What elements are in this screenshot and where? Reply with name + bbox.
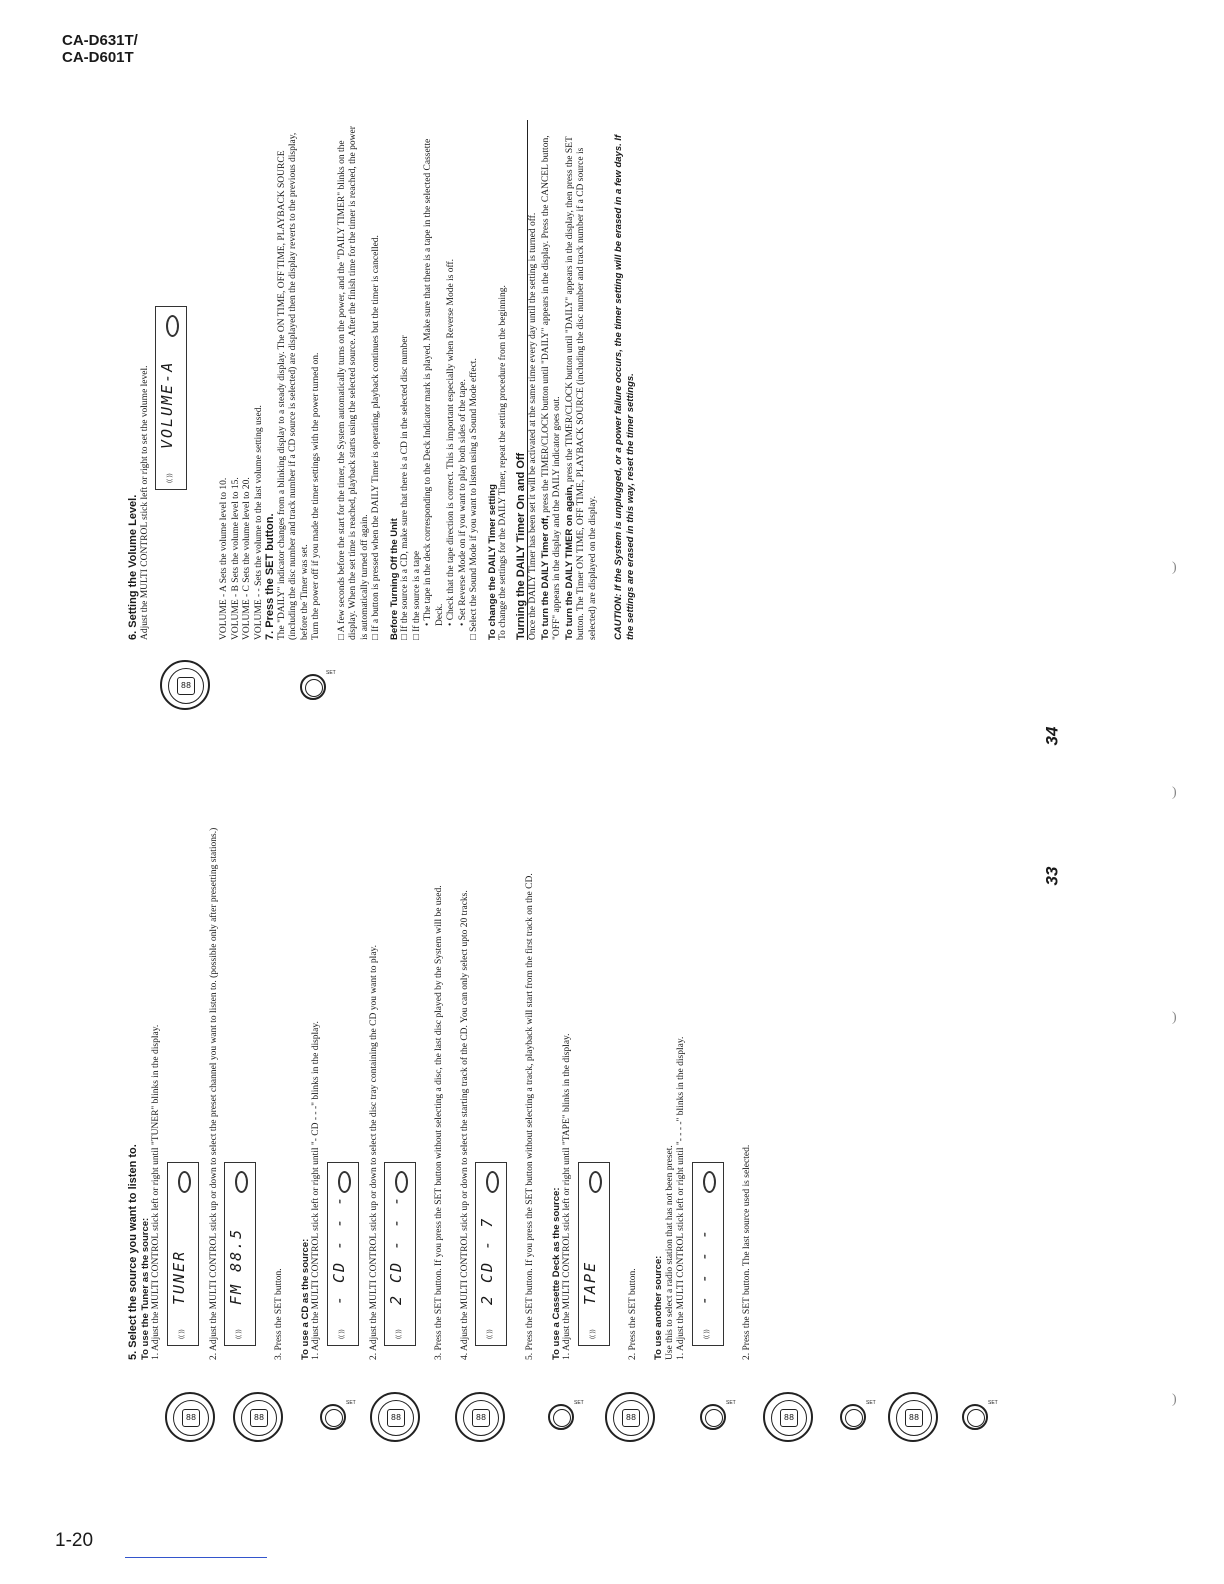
multi-control-knob-icon: 88 [888, 1392, 938, 1442]
model-line-1: CA-D631T/ [62, 32, 138, 49]
lcd-fm: (( )) FM 88.5 [224, 1162, 256, 1346]
multi-control-knob-icon: 88 [160, 660, 210, 710]
multi-control-knob-icon: 88 [605, 1392, 655, 1442]
multi-control-knob-icon: 88 [763, 1392, 813, 1442]
volume-a: VOLUME - A Sets the volume level to 10. [219, 477, 229, 640]
note-2: □ If a button is pressed when the DAILY Timer is operating, playback continues but the timer is cancelled. [371, 235, 381, 640]
bullet-2: • Check that the tape direction is correct. This is important especially when Reverse Mode is off. [446, 258, 456, 626]
footer-rule [125, 1557, 267, 1558]
multi-control-knob-icon: 88 [455, 1392, 505, 1442]
lcd-other: (( )) - - - - [692, 1162, 724, 1346]
before-2: □ If the source is a tape [411, 550, 422, 640]
scan-mark: ) [1172, 560, 1177, 575]
step6-number: 6. [127, 630, 139, 640]
disc-icon [703, 1171, 716, 1193]
volume-c: VOLUME - C Sets the volume level to 20. [242, 477, 252, 640]
caution-text: CAUTION: If the System is unplugged, or a power failure occurs, the timer setting will be erased in a few days. If the settings are erased in this way, reset the timer settings. [613, 134, 636, 640]
disc-icon [178, 1171, 191, 1193]
step6-text: Adjust the MULTI CONTROL stick left or right to set the volume level. [139, 365, 150, 640]
on-text: press the TIMER/CLOCK button until "DAILY" appears in the display, then press the SET button. The Timer ON TIME, OFF TIME, PLAYBACK SOURCE (including the disc number and track number if a CD source is selected) are displayed on the display. [564, 136, 598, 640]
lcd-cd2: (( )) 2 CD - - - [384, 1162, 416, 1346]
step7-power-off: Turn the power off if you made the timer settings with the power turned on. [311, 352, 321, 640]
lcd-tuner-text: TUNER [169, 1249, 188, 1305]
step5-number: 5. [127, 1350, 139, 1360]
tape-step2: 2. Press the SET button. [627, 1268, 638, 1360]
change-text: To change the settings for the DAILY Timer, repeat the setting procedure from the beginning. [498, 285, 508, 640]
page-number: 1-20 [55, 1530, 94, 1551]
tuner-step1: 1. Adjust the MULTI CONTROL stick left or right until "TUNER" blinks in the display. [151, 1024, 161, 1360]
other-intro: Use this to select a radio station that has not been preset. [664, 1145, 675, 1360]
disc-icon [235, 1171, 248, 1193]
set-button-icon: SET [300, 674, 326, 700]
tuner-heading: To use the Tuner as the source: [139, 1217, 151, 1360]
lcd-other-text: - - - - [694, 1227, 713, 1305]
cd-step3: 3. Press the SET button. If you press the SET button without selecting a disc, the last disc played by the System will be used. [434, 885, 444, 1360]
set-button-icon: SET [700, 1404, 726, 1430]
bullet-3: • Set Reverse Mode on if you want to play both sides of the tape. [457, 379, 468, 626]
change-heading: To change the DAILY Timer setting [486, 484, 498, 640]
lcd-cd1-text: - CD - - - [329, 1194, 348, 1305]
before-heading: Before Turning Off the Unit [388, 518, 400, 640]
set-button-icon: SET [962, 1404, 988, 1430]
multi-control-knob-icon: 88 [165, 1392, 215, 1442]
cd-step2: 2. Adjust the MULTI CONTROL stick up or down to select the disc tray containing the CD you want to play. [368, 944, 379, 1360]
page-number-34: 34 [1042, 726, 1062, 746]
lcd-tape: (( )) TAPE [578, 1162, 610, 1346]
cd-heading: To use a CD as the source: [299, 1238, 311, 1360]
multi-control-knob-icon: 88 [370, 1392, 420, 1442]
page-header [62, 32, 138, 66]
note-2-text: If a button is pressed when the DAILY Timer is operating, playback continues but the timer is cancelled. [371, 235, 381, 632]
set-button-icon: SET [840, 1404, 866, 1430]
volume-b: VOLUME - B Sets the volume level to 15. [230, 477, 241, 640]
disc-icon [589, 1171, 602, 1193]
lcd-cd3-text: 2 CD - 7 [478, 1216, 496, 1305]
set-button-icon: SET [320, 1404, 346, 1430]
lcd-volume-text: VOLUME-A [158, 360, 176, 449]
other-step2: 2. Press the SET button. The last source used is selected. [741, 1144, 752, 1360]
other-heading: To use another source: [653, 1255, 664, 1360]
lcd-tape-text: TAPE [580, 1260, 599, 1305]
multi-control-knob-icon: 88 [233, 1392, 283, 1442]
note-1: □ A few seconds before the start for the timer, the System automatically turns on the power, and the "DAILY TIMER" blinks on the display. When the set time is reached, playback starts using the selected source. After the finish time for the timer is reached, the power is automatically turned off again. [336, 126, 370, 640]
tuner-step2: 2. Adjust the MULTI CONTROL stick up or down to select the preset channel you want to listen to. (possible only after presetting stations.) [208, 827, 219, 1360]
scan-mark: ) [1172, 1392, 1177, 1407]
volume-last: VOLUME - - Sets the volume to the last volume setting used. [253, 405, 264, 640]
step6-title: Setting the Volume Level. [127, 494, 139, 628]
disc-icon [166, 315, 179, 337]
step7-title: Press the SET button. [264, 513, 276, 628]
cd-step5: 5. Press the SET button. If you press the SET button without selecting a track, playback will start from the first track on the CD. [525, 873, 535, 1360]
model-line-2: CA-D601T [62, 49, 134, 66]
step7-number: 7. [264, 630, 276, 640]
other-step1: 1. Adjust the MULTI CONTROL stick left or right until "- - - -" blinks in the display. [676, 1036, 686, 1360]
bullet-3-text: Set Reverse Mode on if you want to play both sides of the tape. [457, 379, 468, 621]
page-number-33: 33 [1042, 866, 1062, 886]
on-paragraph [564, 120, 600, 640]
step5-title: Select the source you want to listen to. [127, 1144, 139, 1348]
bullet-2-text: Check that the tape direction is correct. This is important especially when Reverse Mode is off. [446, 258, 456, 621]
cd-step1: 1. Adjust the MULTI CONTROL stick left or right until "- CD - - -" blinks in the display. [311, 1021, 321, 1360]
lcd-volume: (( )) VOLUME-A [155, 306, 187, 490]
bullet-1-text: The tape in the deck corresponding to the Deck Indicator mark is played. Make sure that there is a tape in the selected Cassette Deck. [423, 138, 445, 626]
disc-icon [338, 1171, 351, 1193]
disc-icon [395, 1171, 408, 1193]
before-1: □ If the source is a CD, make sure that there is a CD in the selected disc number [400, 335, 410, 640]
lcd-cd3: (( )) 2 CD - 7 [475, 1162, 507, 1346]
lcd-fm-text: FM 88.5 [227, 1227, 245, 1305]
scan-mark: ) [1172, 1010, 1177, 1025]
step7-text: The "DAILY" indicator changes from a blinking display to a steady display. The ON TIME, OFF TIME, PLAYBACK SOURCE (including the disc number and track number if a CD source is selected) are displayed then the display reverts to the previous display, before the Timer was set. [276, 132, 310, 640]
scan-mark: ) [1172, 785, 1177, 800]
off-text: press the TIMER/CLOCK button until "DAILY" appears in the display. Press the CANCEL button, "OFF" appears in the display and the DAILY indicator goes out. [540, 135, 562, 640]
before-3-text: Select the Sound Mode if you want to listen using a Sound Mode effect. [469, 358, 479, 632]
lcd-cd2-text: 2 CD - - - [387, 1194, 405, 1305]
lcd-cd1: (( )) - CD - - - [327, 1162, 359, 1346]
on-heading: To turn the DAILY TIMER on again, [563, 484, 575, 640]
tape-step1: 1. Adjust the MULTI CONTROL stick left or right until "TAPE" blinks in the display. [562, 1033, 572, 1360]
off-paragraph [540, 120, 564, 640]
off-heading: To turn the DAILY Timer off, [539, 515, 551, 640]
disc-icon [486, 1171, 499, 1193]
bullet-1: • The tape in the deck corresponding to the Deck Indicator mark is played. Make sure that there is a tape in the selected Cassette Deck. [423, 138, 445, 626]
right-page-column [128, 120, 636, 640]
lcd-tuner: (( )) TUNER [167, 1162, 199, 1346]
cd-step4: 4. Adjust the MULTI CONTROL stick up or down to select the starting track of the CD. You can only select upto 20 tracks. [459, 890, 470, 1360]
before-2-text: If the source is a tape [411, 550, 422, 632]
set-button-icon: SET [548, 1404, 574, 1430]
before-1-text: If the source is a CD, make sure that there is a CD in the selected disc number [400, 335, 410, 632]
tape-heading: To use a Cassette Deck as the source: [550, 1187, 562, 1360]
tuner-step3: 3. Press the SET button. [274, 1268, 284, 1360]
onoff-title: Turning the DAILY Timer On and Off [516, 120, 529, 640]
onoff-text: Once the DAILY Timer has been set it will be activated at the same time every day until the setting is turned off. [528, 212, 538, 640]
before-3: □ Select the Sound Mode if you want to listen using a Sound Mode effect. [469, 358, 479, 640]
note-1-text: A few seconds before the start for the timer, the System automatically turns on the power, and the "DAILY TIMER" blinks on the display. When the set time is reached, playback starts using the selected source. After the finish time for the timer is reached, the power is automatically turned off again. [336, 126, 370, 640]
